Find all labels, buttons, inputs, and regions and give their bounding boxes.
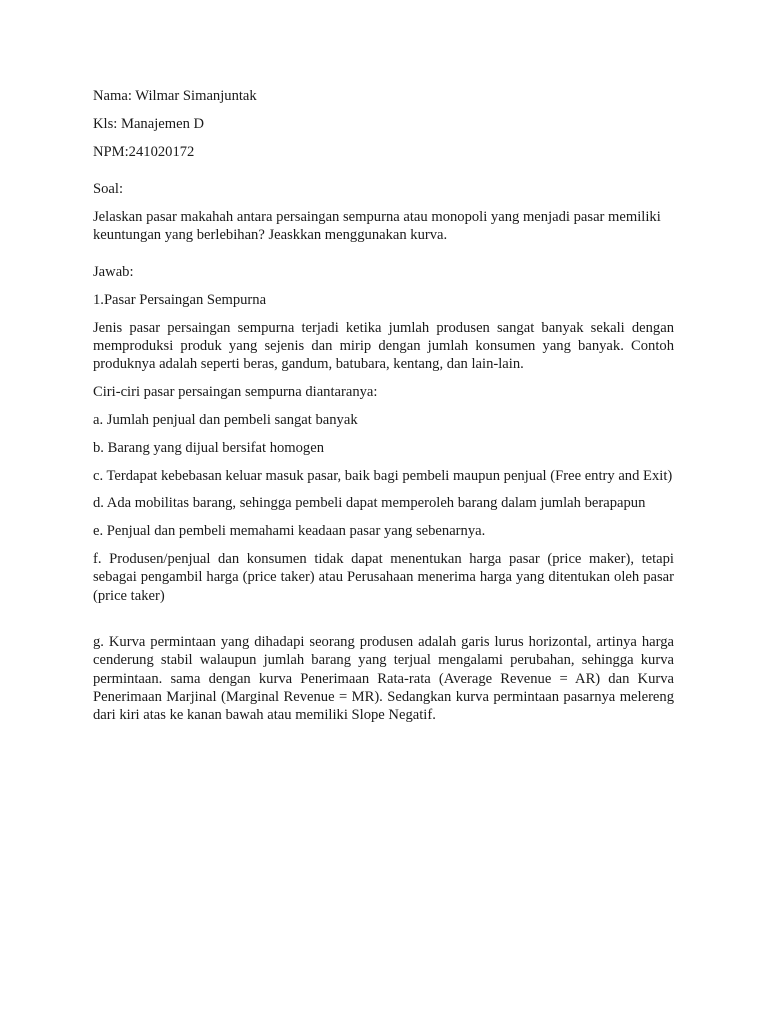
characteristic-item-a: a. Jumlah penjual dan pembeli sangat banyak — [93, 412, 358, 429]
characteristic-item-g: g. Kurva permintaan yang dihadapi seorang produsen adalah garis lurus horizontal, artinya harga cenderung stabil walaupun jumlah barang yang terjual mengalami perubahan, sehingga kurva permintaan. sama dengan kurva Penerimaan Rata-rata (Average Revenue = AR) dan Kurva Penerimaan Marjinal (Marginal Revenue = MR). Sedangkan kurva permintaan pasarnya melereng dari kiri atas ke kanan bawah atau memiliki Slope Negatif. — [93, 633, 674, 724]
characteristic-item-b: b. Barang yang dijual bersifat homogen — [93, 439, 325, 456]
characteristic-item-c: c. Terdapat kebebasan keluar masuk pasar, baik bagi pembeli maupun penjual (Free entry and Exit) — [93, 467, 673, 484]
section-title: 1.Pasar Persaingan Sempurna — [93, 292, 267, 309]
student-name: Nama: Wilmar Simanjuntak — [93, 88, 257, 104]
characteristic-item-f: f. Produsen/penjual dan konsumen tidak dapat menentukan harga pasar (price maker), tetapi sebagai pengambil harga (price taker) atau Perusahaan menerima harga yang ditentukan oleh pasar (price taker) — [93, 551, 674, 604]
student-class: Kls: Manajemen D — [93, 115, 205, 132]
question-text: Jelaskan pasar makahah antara persaingan sempurna atau monopoli yang menjadi pasar memiliki keuntungan yang berlebihan? Jeaskkan menggunakan kurva. — [93, 208, 661, 243]
document-body — [93, 87, 674, 734]
answer-label: Jawab: — [93, 264, 134, 281]
characteristic-item-e: e. Penjual dan pembeli memahami keadaan pasar yang sebenarnya. — [93, 523, 486, 540]
section-intro: Jenis pasar persaingan sempurna terjadi ketika jumlah produsen sangat banyak sekali dengan memproduksi produk yang sejenis dan mirip dengan jumlah konsumen yang banyak. Contoh produknya adalah seperti beras, gandum, batubara, kentang, dan lain-lain. — [93, 319, 674, 373]
characteristic-item-d: d. Ada mobilitas barang, sehingga pembeli dapat memperoleh barang dalam jumlah berapapun — [93, 495, 646, 512]
student-npm: NPM:241020172 — [93, 143, 195, 160]
characteristics-heading: Ciri-ciri pasar persaingan sempurna diantaranya: — [93, 384, 378, 401]
question-label: Soal: — [93, 180, 123, 197]
